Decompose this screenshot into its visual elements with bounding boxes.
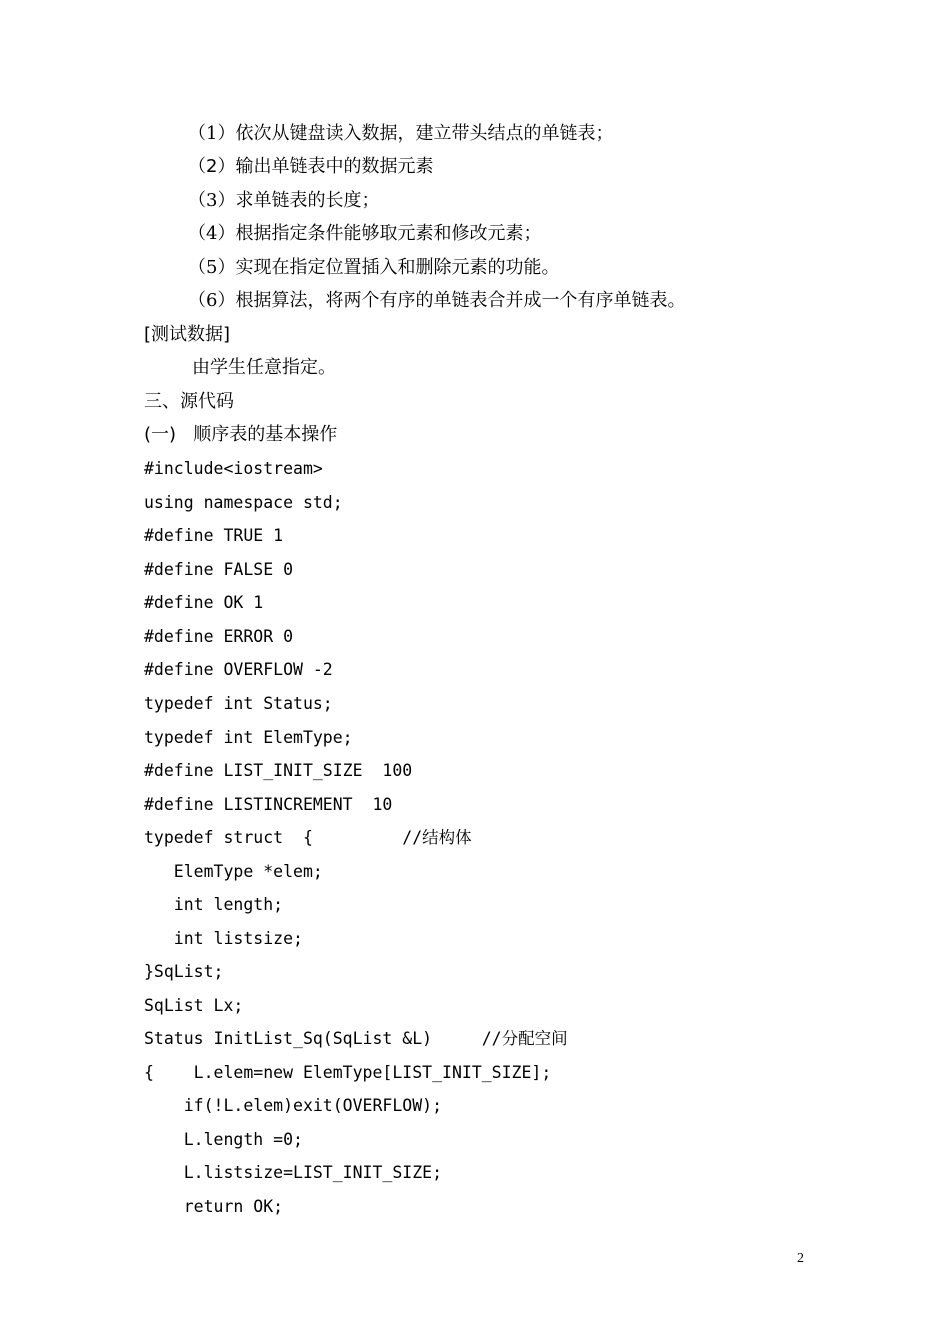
code-line: }SqList; [144, 962, 224, 981]
code-line: int length; [144, 895, 284, 914]
requirement-item-2: （2）输出单链表中的数据元素 [188, 156, 434, 177]
code-line: using namespace std; [144, 493, 343, 512]
code-line: int listsize; [144, 929, 303, 948]
requirement-item-1: （1）依次从键盘读入数据，建立带头结点的单链表； [188, 123, 614, 144]
requirement-item-6: （6）根据算法，将两个有序的单链表合并成一个有序单链表。 [188, 290, 686, 311]
subsection-heading: (一) 顺序表的基本操作 [144, 424, 338, 445]
code-line: #define OVERFLOW -2 [144, 660, 333, 679]
page-number: 2 [797, 1251, 804, 1266]
code-line: L.listsize=LIST_INIT_SIZE; [144, 1163, 443, 1182]
code-line: L.length =0; [144, 1130, 303, 1149]
requirement-item-3: （3）求单链表的长度； [188, 190, 380, 211]
code-line: SqList Lx; [144, 996, 244, 1015]
code-line: typedef struct { //结构体 [144, 828, 472, 847]
section-heading: 三、源代码 [144, 391, 234, 412]
code-line: #define LIST_INIT_SIZE 100 [144, 761, 413, 780]
code-line: typedef int Status; [144, 694, 333, 713]
code-line: return OK; [144, 1197, 284, 1216]
code-line: #define LISTINCREMENT 10 [144, 795, 393, 814]
code-line: #define ERROR 0 [144, 627, 294, 646]
test-data-heading: [测试数据] [144, 324, 231, 345]
code-line: #include<iostream> [144, 459, 323, 478]
code-line: Status InitList_Sq(SqList &L) //分配空间 [144, 1029, 568, 1048]
code-line: { L.elem=new ElemType[LIST_INIT_SIZE]; [144, 1063, 552, 1082]
code-line: typedef int ElemType; [144, 728, 353, 747]
requirement-item-4: （4）根据指定条件能够取元素和修改元素； [188, 223, 542, 244]
code-line: #define FALSE 0 [144, 560, 294, 579]
code-line: if(!L.elem)exit(OVERFLOW); [144, 1096, 443, 1115]
requirement-item-5: （5）实现在指定位置插入和删除元素的功能。 [188, 257, 560, 278]
code-line: #define TRUE 1 [144, 526, 284, 545]
code-line: ElemType *elem; [144, 862, 323, 881]
test-data-text: 由学生任意指定。 [192, 357, 336, 378]
code-line: #define OK 1 [144, 593, 264, 612]
